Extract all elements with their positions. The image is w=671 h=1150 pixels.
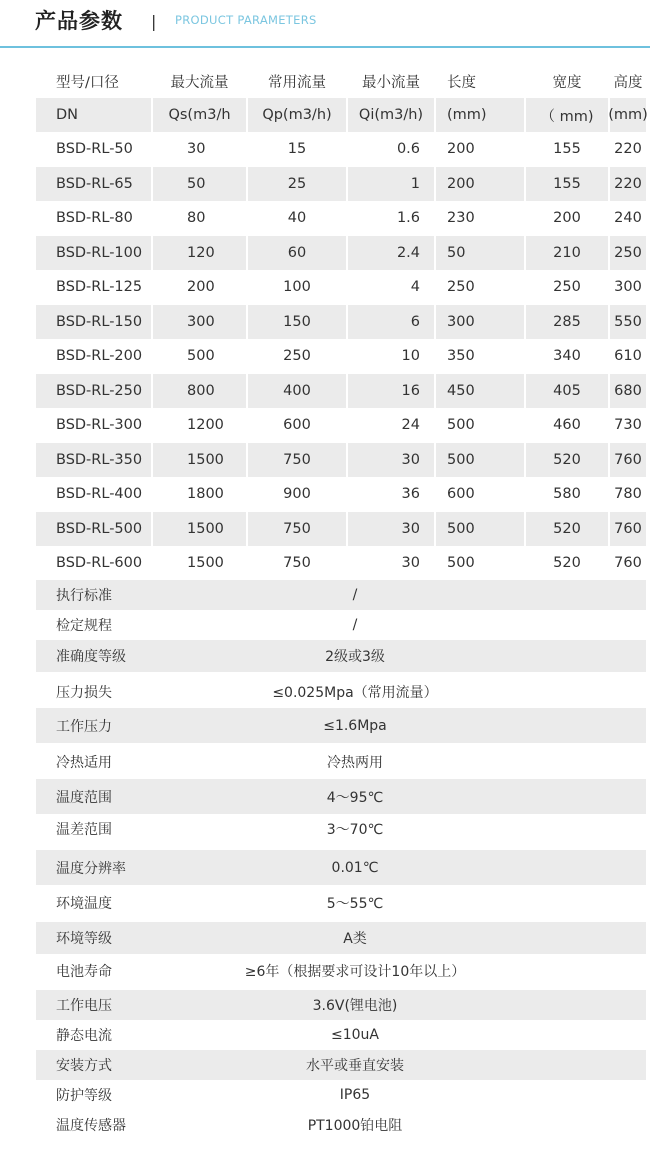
param-row [36,747,646,777]
cell-model: BSD-RL-100 [36,236,151,270]
param-row [36,922,646,954]
cell-height: 220 [614,141,642,157]
cell-length: 200 [447,141,475,157]
param-value: 水平或垂直安装 [306,1058,404,1074]
cell-height: 760 [610,443,646,477]
cell-common-flow: 40 [287,210,307,226]
param-value: 5～55℃ [326,895,384,912]
header-height: 高度 [613,74,643,91]
cell-min-flow: 4 [410,279,420,295]
cell-max-flow: 200 [187,279,215,295]
section-subtitle: PRODUCT PARAMETERS [175,13,317,27]
param-value: 0.01℃ [331,859,379,876]
table-row [36,477,646,511]
param-label: 防护等级 [56,1088,112,1104]
cell-length: 500 [447,555,475,571]
unit-qi: Qi(m3/h) [348,98,434,132]
param-value: IP65 [339,1087,371,1103]
cell-width: 520 [526,512,608,546]
table-row [36,167,646,201]
cell-width: 520 [526,443,608,477]
cell-height: 760 [614,555,642,571]
cell-common-flow: 750 [283,555,311,571]
param-label: 工作压力 [56,718,112,735]
param-row [36,580,646,610]
cell-model: BSD-RL-80 [56,210,133,226]
param-value: 冷热两用 [327,755,383,771]
param-label: 准确度等级 [56,649,126,665]
unit-width: （ mm) [526,98,608,132]
cell-height: 760 [610,512,646,546]
cell-max-flow: 1500 [187,555,224,571]
table-row [36,408,646,442]
cell-length: 200 [436,167,524,201]
cell-width: 200 [553,210,581,226]
param-row [36,1110,646,1140]
cell-min-flow: 24 [401,417,420,433]
cell-max-flow: 800 [153,374,246,408]
param-row [36,814,646,844]
cell-max-flow: 500 [187,348,215,364]
cell-width: 210 [526,236,608,270]
cell-max-flow: 120 [153,236,246,270]
param-value: ≥6年（根据要求可设计10年以上） [244,964,466,980]
param-value: 4～95℃ [326,789,384,806]
param-row [36,956,646,986]
cell-length: 600 [447,486,475,502]
param-value: / [352,617,358,633]
param-row [36,1020,646,1050]
cell-width: 155 [526,167,608,201]
param-label: 安装方式 [56,1058,112,1074]
param-row [36,990,646,1020]
cell-height: 220 [610,167,646,201]
cell-height: 300 [614,279,642,295]
cell-min-flow: 1.6 [396,210,420,226]
param-value: A类 [343,931,367,947]
table-row [36,443,646,477]
header-width: 宽度 [552,74,582,91]
param-label: 检定规程 [56,618,112,634]
header-model: 型号/口径 [56,74,119,91]
cell-width: 405 [526,374,608,408]
param-value: 3～70℃ [326,822,384,838]
cell-model: BSD-RL-250 [36,374,151,408]
param-row [36,708,646,743]
param-value: ≤10uA [331,1027,379,1043]
cell-length: 350 [447,348,475,364]
param-label: 温度范围 [56,789,112,806]
header-length: 长度 [447,74,476,91]
cell-max-flow: 300 [153,305,246,339]
table-header-units-row [36,98,646,132]
cell-common-flow: 900 [283,486,311,502]
param-label: 静态电流 [56,1028,112,1044]
cell-max-flow: 80 [187,210,206,226]
cell-model: BSD-RL-50 [56,141,133,157]
cell-width: 460 [553,417,581,433]
cell-common-flow: 400 [248,374,346,408]
cell-max-flow: 1800 [187,486,224,502]
cell-height: 610 [614,348,642,364]
table-row [36,132,646,166]
param-value: ≤0.025Mpa（常用流量） [272,685,438,701]
table-row [36,270,646,304]
cell-model: BSD-RL-300 [56,417,143,433]
cell-height: 780 [614,486,642,502]
param-row [36,640,646,672]
cell-common-flow: 60 [248,236,346,270]
param-value: 2级或3级 [325,649,385,665]
header-max-flow: 最大流量 [170,74,229,91]
param-row [36,1050,646,1080]
cell-common-flow: 150 [248,305,346,339]
cell-height: 730 [614,417,642,433]
param-row [36,779,646,814]
cell-common-flow: 250 [283,348,311,364]
cell-max-flow: 50 [153,167,246,201]
cell-min-flow: 30 [348,443,434,477]
param-row [36,1080,646,1110]
cell-min-flow: 0.6 [396,141,420,157]
param-label: 温度传感器 [56,1118,126,1134]
cell-min-flow: 30 [348,512,434,546]
cell-width: 340 [553,348,581,364]
cell-model: BSD-RL-65 [36,167,151,201]
cell-max-flow: 1200 [187,417,224,433]
cell-width: 580 [553,486,581,502]
cell-length: 450 [436,374,524,408]
section-title: 产品参数 [35,9,123,33]
table-row [36,339,646,373]
param-label: 冷热适用 [56,755,112,771]
param-row [36,850,646,885]
unit-dn: DN [36,98,151,132]
cell-length: 500 [436,512,524,546]
param-row [36,610,646,640]
table-row [36,236,646,270]
param-label: 温度分辨率 [56,860,126,877]
param-value: 3.6V(锂电池) [312,998,398,1014]
section-header [0,0,671,48]
cell-length: 250 [447,279,475,295]
cell-min-flow: 2.4 [348,236,434,270]
cell-model: BSD-RL-125 [56,279,143,295]
param-label: 温差范围 [56,822,112,838]
unit-qs: Qs(m3/h [153,98,246,132]
cell-min-flow: 6 [348,305,434,339]
param-value: ≤1.6Mpa [323,717,387,734]
cell-width: 155 [553,141,581,157]
cell-model: BSD-RL-600 [56,555,143,571]
table-row [36,546,646,580]
cell-height: 550 [610,305,646,339]
cell-width: 250 [553,279,581,295]
table-row [36,374,646,408]
param-value: PT1000铂电阻 [307,1118,403,1134]
param-value: / [352,587,358,603]
title-separator: | [151,12,157,31]
param-row [36,885,646,920]
cell-common-flow: 600 [283,417,311,433]
param-label: 环境温度 [56,895,112,912]
param-label: 执行标准 [56,588,112,604]
cell-min-flow: 1 [348,167,434,201]
cell-length: 50 [436,236,524,270]
table-header-row [36,64,646,98]
cell-length: 500 [436,443,524,477]
cell-common-flow: 15 [287,141,307,157]
cell-length: 300 [436,305,524,339]
table-row [36,305,646,339]
cell-width: 285 [526,305,608,339]
cell-common-flow: 750 [248,512,346,546]
unit-qp: Qp(m3/h) [248,98,346,132]
cell-common-flow: 25 [248,167,346,201]
cell-max-flow: 1500 [153,443,246,477]
cell-min-flow: 10 [401,348,420,364]
param-row [36,677,646,707]
cell-length: 230 [447,210,475,226]
param-label: 工作电压 [56,998,112,1014]
cell-model: BSD-RL-500 [36,512,151,546]
cell-min-flow: 16 [348,374,434,408]
param-label: 压力损失 [56,685,112,701]
cell-min-flow: 36 [401,486,420,502]
cell-height: 680 [610,374,646,408]
cell-common-flow: 750 [248,443,346,477]
cell-length: 500 [447,417,475,433]
header-common-flow: 常用流量 [268,74,326,91]
cell-model: BSD-RL-400 [56,486,143,502]
cell-height: 240 [614,210,642,226]
unit-height: (mm) [610,98,646,132]
cell-height: 250 [610,236,646,270]
cell-common-flow: 100 [283,279,311,295]
header-divider [0,46,650,48]
header-min-flow: 最小流量 [362,74,420,91]
cell-min-flow: 30 [401,555,420,571]
cell-model: BSD-RL-200 [56,348,143,364]
param-label: 环境等级 [56,931,112,947]
cell-max-flow: 30 [187,141,206,157]
cell-width: 520 [553,555,581,571]
table-row [36,512,646,546]
cell-model: BSD-RL-150 [36,305,151,339]
table-row [36,201,646,235]
cell-max-flow: 1500 [153,512,246,546]
cell-model: BSD-RL-350 [36,443,151,477]
unit-length: (mm) [436,98,524,132]
param-label: 电池寿命 [56,964,112,980]
